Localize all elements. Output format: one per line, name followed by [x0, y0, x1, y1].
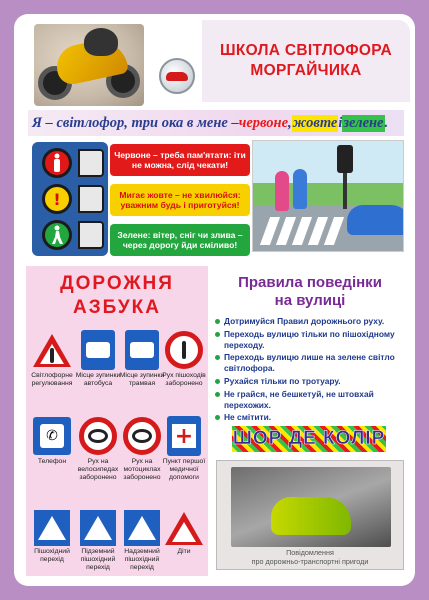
caption-line-1: Повідомлення — [286, 548, 334, 557]
accident-report-panel — [216, 460, 404, 570]
list-item: Переходь вулицю тільки по пішохідному переходу. — [214, 329, 410, 351]
no-motorcycles-sign-icon — [122, 416, 162, 456]
blue-car-icon — [347, 205, 404, 235]
list-item: Не смітити. — [214, 412, 410, 423]
banner-text: ШОР ДЕ КОЛІР — [232, 426, 387, 452]
green-car-icon — [271, 497, 351, 535]
children-sign-icon — [164, 508, 204, 548]
traffic-light-warning-sign-icon — [32, 330, 72, 370]
list-item: Дотримуйся Правил дорожнього руху. — [214, 316, 410, 327]
slogan-red: червоне — [238, 114, 289, 131]
slogan-end: . — [384, 114, 389, 131]
yellow-light-message: Мигає жовте – не хвилюйся: уважним будь і приготуйся! — [110, 184, 250, 216]
rules-title-line-2: на вулиці — [274, 292, 346, 309]
accident-caption — [217, 549, 403, 567]
tram-stop-sign-icon — [122, 330, 162, 370]
sign-label: Пішохідний перехід — [34, 548, 70, 564]
first-aid-sign-icon: + — [164, 416, 204, 456]
poster-sheet — [14, 14, 415, 586]
telephone-sign-icon: ✆ — [32, 416, 72, 456]
list-item: Не грайся, не бешкетуй, не штовхай перехожих. — [214, 389, 410, 411]
street-crossing-illustration — [252, 140, 404, 252]
sign-label: Світлофорне регулювання — [31, 372, 73, 388]
car-crash-illustration — [231, 467, 391, 547]
sign-label: Надземний пішохідний перехід — [124, 548, 160, 572]
road-abc-title-line-1: ДОРОЖНЯ — [60, 273, 174, 294]
slogan-sep: , — [288, 114, 292, 131]
rider-helmet-icon — [84, 28, 118, 56]
slogan-text: Я – світлофор, три ока в мене – — [32, 114, 239, 131]
green-lamp-walking-icon — [42, 220, 72, 250]
sign-label: Діти — [177, 548, 191, 555]
rules-title-line-1: Правила поведінки — [238, 274, 382, 291]
slogan-yellow: жовте — [292, 114, 338, 131]
rules-list — [214, 316, 410, 425]
sign-label: Телефон — [37, 458, 67, 465]
pedestrian-crossing-sign-icon — [32, 508, 72, 548]
title-line-2: МОРГАЙЧИКА — [250, 62, 362, 79]
underground-crossing-sign-icon — [78, 508, 118, 548]
child-figure-icon — [275, 171, 289, 211]
yellow-lamp-exclamation-icon: ! — [42, 184, 72, 214]
child-figure-icon — [293, 169, 307, 209]
slogan-bar — [28, 110, 404, 136]
lamp-visor — [78, 185, 104, 213]
sign-label: Підземний пішохідний перехід — [80, 548, 116, 572]
overhead-crossing-sign-icon — [122, 508, 162, 548]
slogan-green: зелене — [343, 114, 384, 131]
rules-title — [212, 274, 408, 310]
green-light-message: Зелене: вітер, сніг чи злива – через дорогу йди сміливо! — [110, 224, 250, 256]
red-light-message: Червоне – треба пам'ятати: іти не можна, слід чекати! — [110, 144, 250, 176]
zebra-stripe — [324, 217, 344, 245]
decorative-banner — [214, 422, 404, 456]
motorcycle-illustration — [34, 24, 144, 106]
traffic-light — [32, 142, 108, 256]
traffic-light-head-icon — [337, 145, 353, 173]
sign-label: Рух на мотоциклах заборонено — [123, 458, 161, 482]
road-abc-title — [26, 272, 208, 320]
slogan-sep: і — [338, 114, 343, 131]
sign-label: Рух пішоходів заборонено — [162, 372, 206, 388]
caption-line-2: про дорожньо-транспортні пригоди — [251, 556, 369, 566]
lamp-visor — [78, 221, 104, 249]
title-line-1: ШКОЛА СВІТЛОФОРА — [219, 42, 393, 59]
road-abc-title-line-2: АЗБУКА — [73, 297, 161, 318]
sign-label: Місце зупинки трамвая — [119, 372, 165, 388]
lamp-visor — [78, 149, 104, 177]
poster-title — [202, 20, 410, 102]
red-lamp-pedestrian-icon — [42, 148, 72, 178]
list-item: Переходь вулицю лише на зелене світло світлофора. — [214, 352, 410, 374]
list-item: Рухайся тільки по тротуару. — [214, 376, 410, 387]
red-car-badge-icon — [159, 58, 195, 94]
no-bicycles-sign-icon — [78, 416, 118, 456]
sign-label: Рух на велосипедах заборонено — [77, 458, 119, 482]
bus-stop-sign-icon — [78, 330, 118, 370]
sign-label: Пункт першої медичної допомоги — [162, 458, 206, 482]
sign-label: Місце зупинки автобуса — [75, 372, 121, 388]
no-pedestrians-sign-icon — [164, 330, 204, 370]
